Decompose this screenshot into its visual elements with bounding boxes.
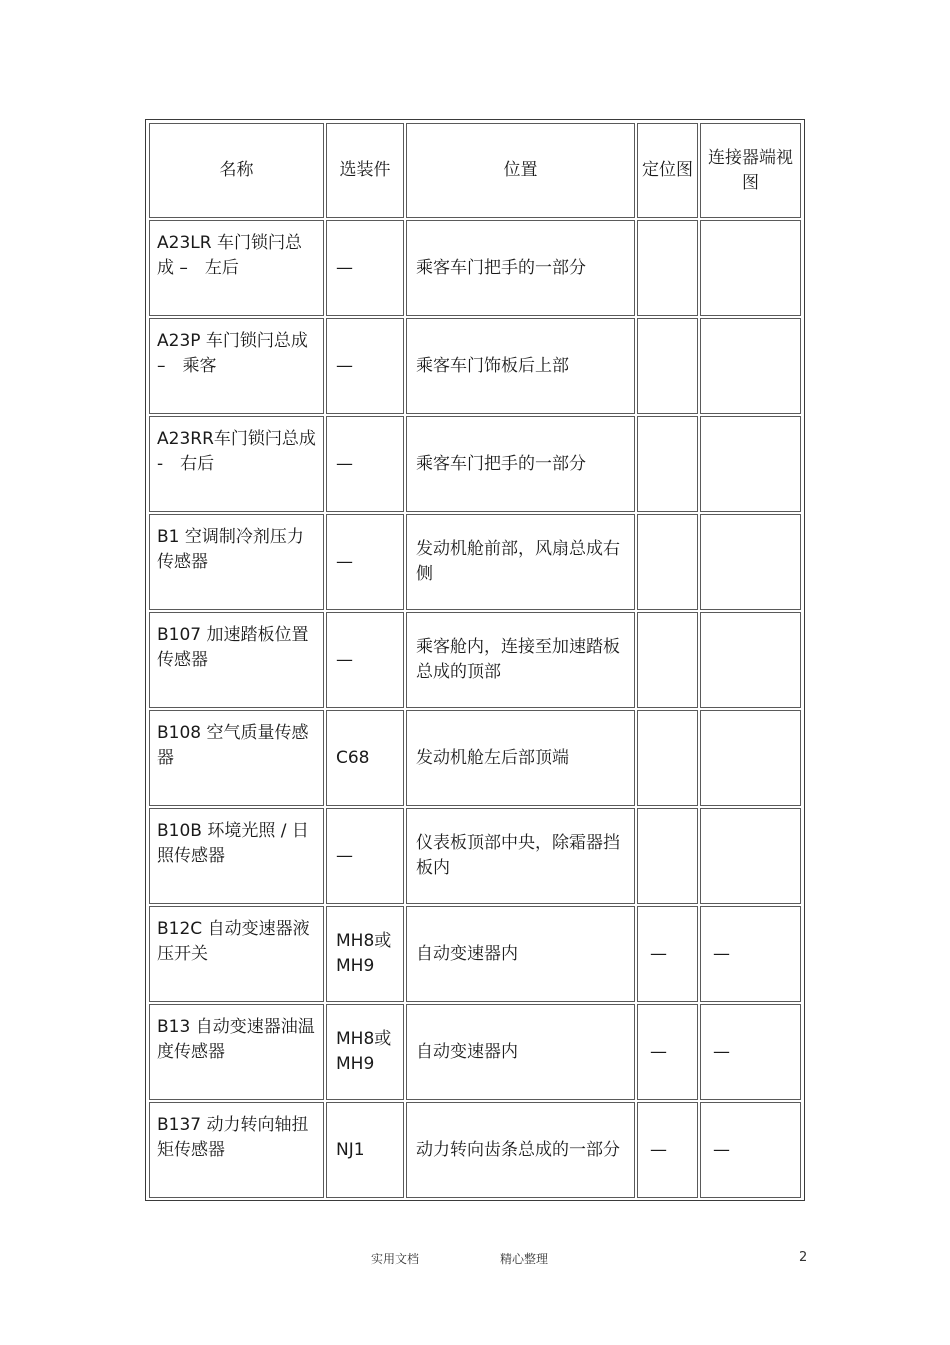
cell-option: — [326, 416, 404, 512]
table-row [149, 220, 801, 316]
table-row [149, 612, 801, 708]
table-row [149, 416, 801, 512]
cell-option: — [326, 514, 404, 610]
parts-table-frame [145, 119, 805, 1201]
cell-position: 乘客车门把手的一部分 [406, 220, 635, 316]
cell-connector [700, 220, 801, 316]
cell-connector [700, 318, 801, 414]
cell-position: 发动机舱前部，风扇总成右侧 [406, 514, 635, 610]
cell-option: C68 [326, 710, 404, 806]
cell-locator: — [637, 906, 698, 1002]
cell-locator [637, 514, 698, 610]
cell-position: 乘客车门把手的一部分 [406, 416, 635, 512]
cell-locator: — [637, 1004, 698, 1100]
page-number: 2 [799, 1250, 808, 1265]
cell-option: — [326, 318, 404, 414]
cell-option: — [326, 220, 404, 316]
table-row [149, 318, 801, 414]
table-row [149, 514, 801, 610]
footer-middle-text: 精心整理 [500, 1252, 549, 1266]
cell-connector [700, 514, 801, 610]
parts-table [147, 121, 803, 1200]
cell-name: B12C 自动变速器液压开关 [149, 906, 324, 1002]
cell-position: 仪表板顶部中央，除霜器挡板内 [406, 808, 635, 904]
footer-left-text: 实用文档 [371, 1252, 420, 1266]
cell-name: B10B 环境光照 / 日照传感器 [149, 808, 324, 904]
header-name: 名称 [149, 123, 324, 218]
cell-locator [637, 318, 698, 414]
cell-locator [637, 808, 698, 904]
table-row [149, 710, 801, 806]
cell-name: A23P 车门锁闩总成 – 乘客 [149, 318, 324, 414]
cell-position: 发动机舱左后部顶端 [406, 710, 635, 806]
cell-connector [700, 612, 801, 708]
table-row [149, 1102, 801, 1198]
header-position: 位置 [406, 123, 635, 218]
cell-option: NJ1 [326, 1102, 404, 1198]
table-header-row [149, 123, 801, 218]
cell-name: B107 加速踏板位置传感器 [149, 612, 324, 708]
cell-name: B137 动力转向轴扭矩传感器 [149, 1102, 324, 1198]
cell-connector [700, 710, 801, 806]
cell-name: B13 自动变速器油温度传感器 [149, 1004, 324, 1100]
cell-position: 自动变速器内 [406, 1004, 635, 1100]
table-row [149, 906, 801, 1002]
cell-option: MH8或MH9 [326, 1004, 404, 1100]
cell-locator [637, 612, 698, 708]
cell-locator: — [637, 1102, 698, 1198]
cell-connector: — [700, 906, 801, 1002]
cell-option: MH8或MH9 [326, 906, 404, 1002]
cell-connector [700, 416, 801, 512]
cell-position: 动力转向齿条总成的一部分 [406, 1102, 635, 1198]
header-locator: 定位图 [637, 123, 698, 218]
table-row [149, 1004, 801, 1100]
cell-connector [700, 808, 801, 904]
cell-option: — [326, 612, 404, 708]
cell-name: A23RR车门锁闩总成 - 右后 [149, 416, 324, 512]
cell-position: 自动变速器内 [406, 906, 635, 1002]
cell-connector: — [700, 1004, 801, 1100]
table-row [149, 808, 801, 904]
cell-name: B108 空气质量传感器 [149, 710, 324, 806]
cell-name: B1 空调制冷剂压力传感器 [149, 514, 324, 610]
header-option: 选装件 [326, 123, 404, 218]
cell-option: — [326, 808, 404, 904]
header-connector: 连接器端视图 [700, 123, 801, 218]
cell-locator [637, 710, 698, 806]
cell-locator [637, 220, 698, 316]
cell-connector: — [700, 1102, 801, 1198]
cell-position: 乘客车门饰板后上部 [406, 318, 635, 414]
cell-locator [637, 416, 698, 512]
cell-position: 乘客舱内，连接至加速踏板总成的顶部 [406, 612, 635, 708]
cell-name: A23LR 车门锁闩总成 – 左后 [149, 220, 324, 316]
